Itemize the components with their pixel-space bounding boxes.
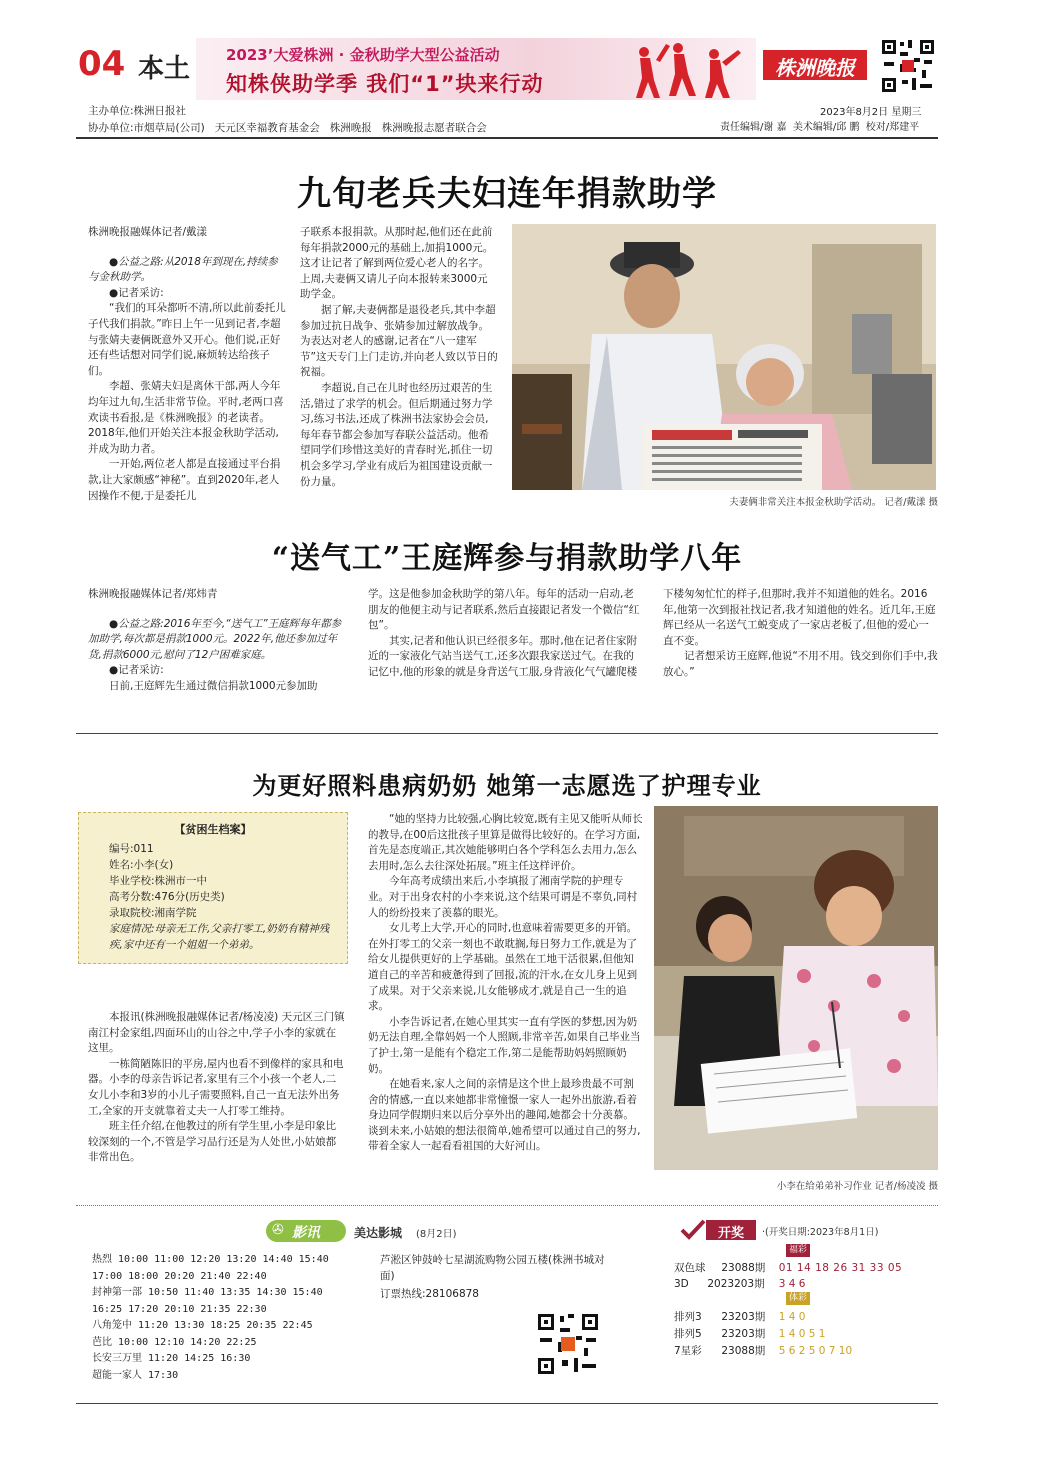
cinema-tag-label: 影讯 bbox=[292, 1225, 320, 1241]
lottery-tag-label: 开奖 bbox=[717, 1226, 744, 1241]
file-row-school: 毕业学校:株洲市一中 bbox=[109, 875, 208, 887]
article3-title: 为更好照料患病奶奶 她第一志愿选了护理专业 bbox=[252, 771, 762, 800]
footer-rule bbox=[76, 1403, 938, 1404]
article3-pc: 班主任介绍,在他教过的所有学生里,小李是印象比较深刻的一个,不管是学习品行还是为人处世,小姑娘都非常出色。 bbox=[88, 1120, 337, 1164]
header-rule bbox=[76, 137, 938, 139]
article2-col3 bbox=[663, 587, 938, 681]
article1-p6: 子联系本报捐款。从那时起,他们还在此前每年捐款2000元的基础上,加捐1000元。这才让记者了解到两位爱心老人的名字。上周,夫妻俩又请儿子向本报转来3000元助学金。 bbox=[300, 226, 494, 301]
lottery-section bbox=[670, 1212, 938, 1392]
sports-label: 体彩 bbox=[786, 1292, 810, 1305]
welfare-label: 福彩 bbox=[786, 1244, 810, 1257]
article2-p1: ●公益之路:2016年至今,“送气工”王庭辉每年都参加助学,每次都是捐款1000元。2022年,他还参加过年货,捐款6000元,慰问了12户困难家庭。 bbox=[88, 617, 342, 661]
student-file-rows bbox=[109, 841, 337, 953]
article3-ph: 在她看来,家人之间的亲情是这个世上最珍贵最不可割舍的情感,一直以来她都非常憧憬一家人一起外出旅游,看着身边同学假期归来以后分享外出的趣闻,她都会十分羡慕。谈到未来,小姑娘的想法很简单,她希望可以通过自己的努力,带着全家人一起看看祖国的大好河山。 bbox=[368, 1078, 641, 1153]
assist-org: 协办单位:市烟草局(公司) 天元区幸福教育基金会 株洲晚报 株洲晚报志愿者联合会 bbox=[88, 122, 487, 134]
lottery-issue: 23203期 bbox=[721, 1311, 766, 1323]
article1-title: 九旬老兵夫妇连年捐款助学 bbox=[297, 174, 717, 214]
article2-col1 bbox=[88, 587, 350, 695]
article2-col2 bbox=[368, 587, 644, 681]
article1-col2 bbox=[300, 225, 498, 490]
article3-pg: 小李告诉记者,在她心里其实一直有学医的梦想,因为奶奶无法自理,全靠妈妈一个人照顾,非常辛苦,如果自己毕业当了护士,第一是能有个稳定工作,第二是能帮助妈妈照顾奶奶。 bbox=[368, 1015, 641, 1075]
lottery-issue: 23203期 bbox=[721, 1328, 766, 1340]
lottery-numbers: 3 4 6 bbox=[778, 1278, 806, 1290]
issue-date: 2023年8月2日 星期三 bbox=[820, 107, 922, 118]
article3-pf: 女儿考上大学,开心的同时,也意味着需要更多的开销。在外打零工的父亲一刻也不敢耽搁,每日努力工作,就是为了给女儿提供更好的上学基础。虽然在工地干活很累,但他知道自己的辛苦和疲惫得到了回报,流的汗水,在女儿身上见到了成果。对于父亲来说,儿女能够成才,就是自己一生的追求。 bbox=[368, 922, 638, 1013]
article1-p1: ●公益之路:从2018年到现在,持续参与金秋助学。 bbox=[88, 255, 278, 284]
article1-byline: 株洲晚报融媒体记者/戴漾 bbox=[88, 226, 208, 238]
file-row-family: 家庭情况:母亲无工作,父亲打零工,奶奶有精神残疾,家中还有一个姐姐一个弟弟。 bbox=[109, 923, 330, 951]
banner-line2: 知株侠助学季 我们“1”块来行动 bbox=[226, 72, 544, 96]
article3-pe: 今年高考成绩出来后,小李填报了湘南学院的护理专业。对于出身农村的小李来说,这个结果可谓是不辜负,同村人的纷纷投来了羡慕的眼光。 bbox=[368, 875, 638, 919]
article2-byline: 株洲晚报融媒体记者/郑炜青 bbox=[88, 588, 218, 600]
showtime-row: 16:25 17:20 20:10 21:35 22:30 bbox=[92, 1303, 267, 1315]
cinema-hotline: 订票热线:28106878 bbox=[380, 1288, 479, 1300]
article3-photo bbox=[654, 806, 938, 1170]
film-reel-icon: ✇ bbox=[272, 1222, 284, 1238]
editor-credits: 责任编辑/谢 嘉 美术编辑/邱 鹏 校对/郑建平 bbox=[720, 122, 920, 133]
cinema-qr-code-icon bbox=[536, 1312, 600, 1376]
showtime-row: 芭比 10:00 12:10 14:20 22:25 bbox=[92, 1336, 257, 1348]
article1-p5: 一开始,两位老人都是直接通过平台捐款,让大家颇感“神秘”。直到2020年,老人因操作不便,于是委托儿 bbox=[88, 458, 281, 502]
lottery-tag bbox=[706, 1220, 756, 1240]
bottom-divider bbox=[76, 1205, 938, 1206]
article1-caption: 夫妻俩非常关注本报金秋助学活动。 记者/戴漾 摄 bbox=[729, 497, 938, 508]
article3-pa: 本报讯(株洲晚报融媒体记者/杨凌凌) 天元区三门镇南江村金家组,四面环山的山谷之中,学子小李的家就在这里。 bbox=[88, 1011, 345, 1055]
showtime-row: 八角笼中 11:20 13:30 18:25 20:35 22:45 bbox=[92, 1320, 313, 1331]
article1-p3: “我们的耳朵都听不清,所以此前委托儿子代我们捐款。”昨日上午一见到记者,李超与张婧夫妻俩既意外又开心。他们说,正好还有些话想对同学们说,麻烦转达给孩子们。 bbox=[88, 302, 286, 377]
article2-p2: ●记者采访: bbox=[109, 664, 164, 677]
cinema-date: (8月2日) bbox=[416, 1229, 457, 1240]
showtimes-list bbox=[92, 1252, 372, 1384]
article2-bottom-rule bbox=[76, 733, 938, 734]
elderly-couple-reading-illustration bbox=[512, 224, 936, 490]
lottery-numbers: 1 4 0 5 1 bbox=[778, 1328, 826, 1340]
article3-pb: 一栋简陋陈旧的平房,屋内也看不到像样的家具和电器。小李的母亲告诉记者,家里有三个小孩一个老人,二女儿小李和3岁的小儿子需要照料,自己一直无法外出务工,全家的开支就靠着丈夫一人打零工维持。 bbox=[88, 1057, 344, 1117]
student-file-box bbox=[78, 812, 348, 964]
lottery-name: 7星彩 bbox=[674, 1345, 702, 1357]
cinema-name: 美达影城 bbox=[354, 1226, 403, 1240]
lottery-name: 排列3 bbox=[674, 1311, 702, 1323]
runners-illustration bbox=[626, 40, 751, 100]
lottery-row bbox=[674, 1276, 805, 1291]
page-header bbox=[0, 0, 1039, 140]
lottery-issue: 23088期 bbox=[721, 1345, 766, 1357]
lottery-date: ·(开奖日期:2023年8月1日) bbox=[762, 1227, 879, 1238]
lottery-row bbox=[674, 1326, 825, 1341]
page-number: 04 bbox=[78, 44, 126, 84]
article2-p4: 学。这是他参加金秋助学的第八年。每年的活动一启动,老朋友的他便主动与记者联系,然后直接跟记者发一个微信“红包”。 bbox=[368, 588, 640, 632]
article2-p6: 下楼匆匆忙忙的样子,但那时,我并不知道他的姓名。2016年,他第一次到报社找记者,我才知道他的姓名。近几年,王庭辉已经从一名送气工蜕变成了一家店老板了,但他的爱心一直不变。 bbox=[663, 588, 936, 647]
article1-p7: 据了解,夫妻俩都是退役老兵,其中李超参加过抗日战争、张婧参加过解放战争。为表达对老人的感谢,记者在“八一建军节”这天专门上门走访,并向老人致以节日的祝福。 bbox=[300, 303, 498, 379]
article1-p2: ●记者采访: bbox=[109, 286, 164, 299]
lottery-row bbox=[674, 1343, 852, 1358]
lottery-row bbox=[674, 1260, 902, 1275]
logo-text: 株洲晚报 bbox=[775, 56, 855, 80]
article2-p3: 日前,王庭辉先生通过微信捐款1000元参加助 bbox=[109, 679, 318, 692]
lottery-numbers: 01 14 18 26 31 33 05 bbox=[778, 1262, 903, 1274]
banner-line1: 2023’大爱株洲 · 金秋助学大型公益活动 bbox=[226, 46, 500, 64]
file-row-id: 编号:011 bbox=[109, 843, 154, 855]
header-qr-code-icon bbox=[880, 38, 936, 94]
file-row-college: 录取院校:湘南学院 bbox=[109, 907, 197, 919]
checkmark-icon bbox=[680, 1218, 706, 1240]
lottery-row bbox=[674, 1309, 805, 1324]
article1-p8: 李超说,自己在儿时也经历过艰苦的生活,错过了求学的机会。但后期通过努力学习,练习书法,还成了株洲书法家协会会员,每年春节都会参加写春联公益活动。他希望同学们珍惜这美好的青春时光,抓住一切机会多学习,学业有成后为祖国建设贡献一份力量。 bbox=[300, 381, 493, 488]
article1-col1 bbox=[88, 225, 286, 504]
article2-p7: 记者想采访王庭辉,他说“不用不用。钱交到你们手中,我放心。” bbox=[663, 650, 938, 678]
showtime-row: 17:00 18:00 20:20 21:40 22:40 bbox=[92, 1270, 267, 1282]
campaign-banner bbox=[196, 38, 756, 100]
showtime-row: 超能一家人 17:30 bbox=[92, 1369, 179, 1381]
cinema-address: 芦淞区钟鼓岭七星湖流购物公园五楼(株洲书城对面) bbox=[380, 1254, 605, 1282]
file-row-name: 姓名:小李(女) bbox=[109, 859, 174, 871]
lottery-numbers: 1 4 0 bbox=[778, 1311, 806, 1323]
article2-title: “送气工”王庭辉参与捐款助学八年 bbox=[271, 541, 743, 576]
article3-col2 bbox=[368, 812, 643, 1155]
section-name: 本土 bbox=[138, 54, 191, 84]
article1-photo bbox=[512, 224, 936, 490]
sister-tutoring-brother-illustration bbox=[654, 806, 938, 1170]
lottery-numbers: 5 6 2 5 0 7 10 bbox=[778, 1345, 853, 1357]
article1-p4: 李超、张婧夫妇是离休干部,两人今年均年过九旬,生活非常节俭。平时,老两口喜欢读书看报,是《株洲晚报》的老读者。2018年,他们开始关注本报金秋助学活动,并成为助力者。 bbox=[88, 380, 284, 455]
article3-caption: 小李在给弟弟补习作业 记者/杨凌凌 摄 bbox=[776, 1181, 938, 1192]
lottery-issue: 2023203期 bbox=[707, 1278, 765, 1290]
showtime-row: 封神第一部 10:50 11:40 13:35 14:30 15:40 bbox=[92, 1287, 323, 1298]
cinema-tag bbox=[266, 1220, 346, 1242]
file-row-score: 高考分数:476分(历史类) bbox=[109, 891, 225, 903]
article2-p5: 其实,记者和他认识已经很多年。那时,他在记者住家附近的一家液化气站当送气工,还多次跟我家送过气。在我的记忆中,他的形象的就是身背送气工服,身背液化气气罐爬楼 bbox=[368, 634, 638, 678]
newspaper-logo bbox=[763, 50, 867, 80]
cinema-section bbox=[76, 1212, 656, 1392]
showtime-row: 长安三万里 11:20 14:25 16:30 bbox=[92, 1353, 251, 1364]
showtime-row: 热烈 10:00 11:00 12:20 13:20 14:40 15:40 bbox=[92, 1254, 329, 1265]
lottery-name: 3D bbox=[674, 1278, 689, 1290]
host-org: 主办单位:株洲日报社 bbox=[88, 105, 187, 117]
lottery-name: 排列5 bbox=[674, 1328, 702, 1340]
student-file-title: 【贫困生档案】 bbox=[174, 823, 252, 836]
article3-col1 bbox=[88, 1010, 346, 1166]
lottery-name: 双色球 bbox=[674, 1262, 706, 1274]
lottery-issue: 23088期 bbox=[721, 1262, 766, 1274]
article3-pd: “她的坚持力比较强,心胸比较宽,既有主见又能听从师长的教导,在00后这批孩子里算是做得比较好的。在学习方面,首先是态度端正,其次她能够明白各个学科怎么去用力,怎么去用时,怎么去往深处拓展。”班主任这样评价。 bbox=[368, 813, 643, 872]
